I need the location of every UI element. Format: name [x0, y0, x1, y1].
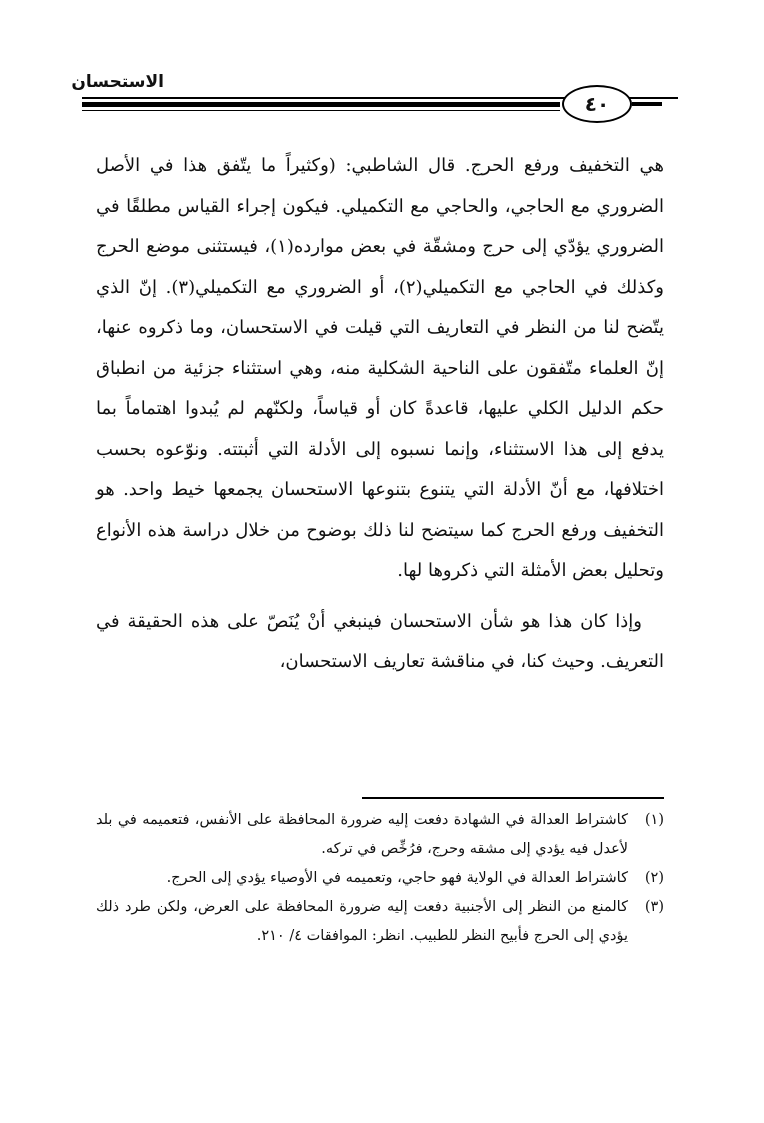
- header-rule-thick: [82, 102, 560, 107]
- footnote-1-text: كاشتراط العدالة في الشهادة دفعت إليه ضرورة المحافظة على الأنفس، فتعميمه في بلد لأعدل فيه يؤدي إلى مشقه وحرج، فرُخِّص في تركه.: [96, 812, 628, 857]
- footnote-separator: [362, 797, 664, 799]
- footnote-2: [96, 864, 664, 893]
- body-paragraph-2: وإذا كان هذا هو شأن الاستحسان فينبغي أنْ يُنَصّ على هذه الحقيقة في التعريف. وحيث كنا، في مناقشة تعاريف الاستحسان،: [96, 610, 664, 672]
- body-text: [96, 146, 664, 683]
- body-paragraph-1: هي التخفيف ورفع الحرج. قال الشاطبي: (وكثيراً ما يتّفق هذا في الأصل الضروري مع الحاجي، والحاجي مع التكميلي. فيكون إجراء القياس مطلقًا في الضروري يؤدّي إلى حرج ومشقّة في بعض موارده(١)، فيستثنى موضع الحرج وكذلك في الحاجي مع التكميلي(٢)، أو الضروري مع التكميلي(٣). إنّ الذي يتّضح لنا من النظر في التعاريف التي قيلت في الاستحسان، وما ذكروه عنها، إنّ العلماء متّفقون على الناحية الشكلية منه، وهي استثناء جزئية من انطباق حكم الدليل الكلي عليها، قاعدةً كان أو قياساً، ولكنّهم لم يُبدوا اهتماماً بما يدفع إلى هذا الاستثناء، وإنما نسبوه إلى الأدلة التي أثبتته. ونوّعوه بحسب اختلافها، مع أنّ الأدلة التي يتنوع بتنوعها الاستحسان يجمعها خيط واحد. هو التخفيف ورفع الحرج كما سيتضح لنا ذلك بوضوح من خلال دراسة هذه الأنواع وتحليل بعض الأمثلة التي ذكروها لها.: [96, 155, 664, 581]
- footnotes: [96, 806, 664, 951]
- footnote-2-number: (٢): [644, 870, 664, 886]
- footnote-1: [96, 806, 664, 864]
- footnote-3-text: كالمنع من النظر إلى الأجنبية دفعت إليه ضرورة المحافظة على العرض، ولكن طرد ذلك يؤدي إلى الحرج فأبيح النظر للطبيب. انظر: الموافقات ٤/ ٢١٠.: [96, 899, 628, 944]
- header-rule-right: [632, 102, 662, 106]
- footnote-3: [96, 893, 664, 951]
- running-header-title: الاستحسان: [71, 72, 164, 92]
- footnote-2-text: كاشتراط العدالة في الولاية فهو حاجي، وتعميمه في الأوصياء يؤدي إلى الحرج.: [166, 870, 628, 886]
- footnote-1-number: (١): [644, 812, 664, 828]
- header-rule-thin: [82, 110, 560, 111]
- page-number: ٤٠: [562, 85, 632, 123]
- footnote-3-number: (٣): [644, 899, 664, 915]
